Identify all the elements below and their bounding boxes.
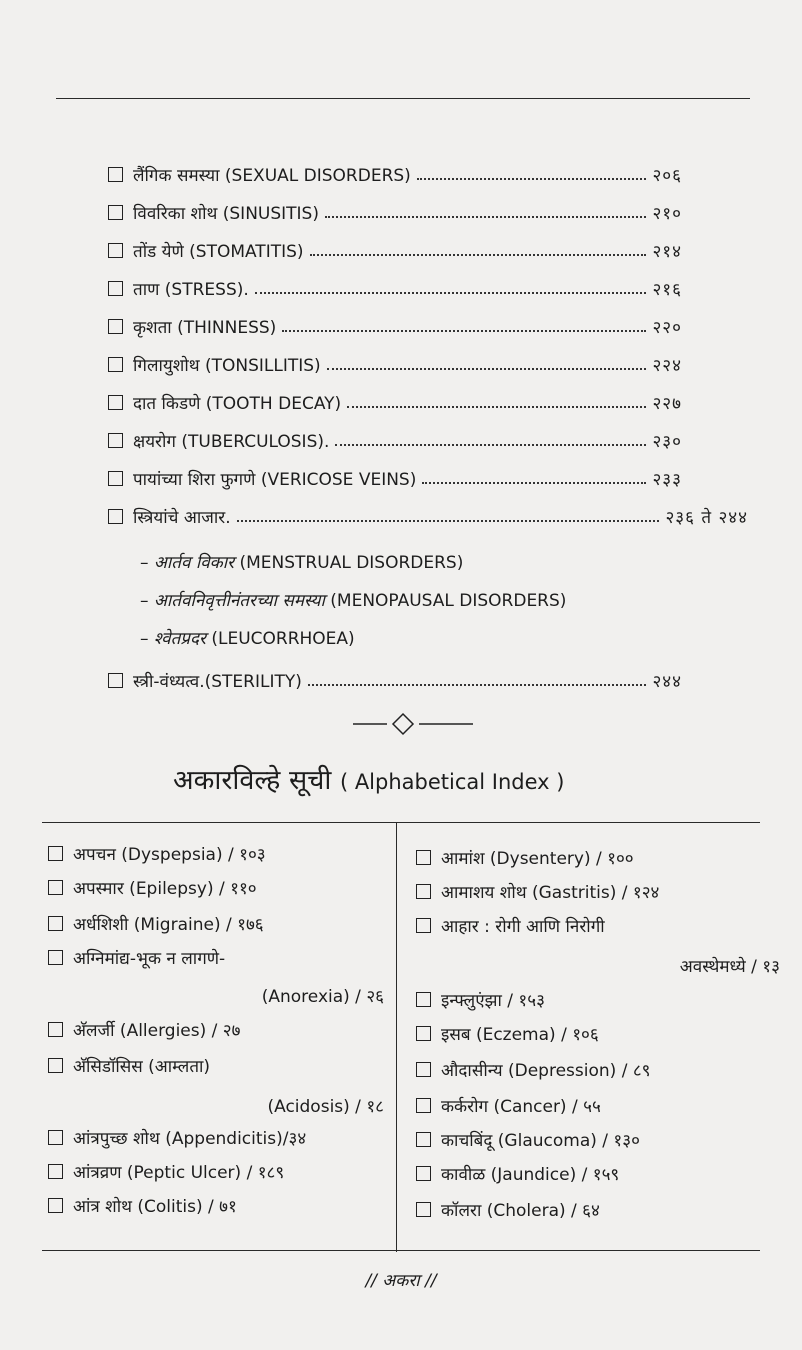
toc-row[interactable] [108, 266, 682, 300]
index-entry[interactable] [416, 1058, 651, 1081]
index-entry[interactable] [48, 912, 264, 935]
dot-leader [417, 178, 647, 180]
toc-row[interactable] [108, 494, 748, 528]
toc-page: २२० [652, 318, 682, 338]
checkbox-icon [108, 433, 123, 448]
index-entry[interactable] [416, 1162, 619, 1185]
index-entry[interactable] [48, 1126, 306, 1149]
checkbox-icon [416, 1026, 431, 1041]
index-entry-text: अ‍ॅलर्जी (Allergies) / २७ [73, 1021, 241, 1041]
checkbox-icon [108, 205, 123, 220]
index-entry[interactable] [48, 1194, 237, 1217]
toc-row[interactable] [108, 456, 682, 490]
dot-leader [422, 482, 646, 484]
toc-row[interactable] [108, 228, 682, 262]
index-entry-text: आमांश (Dysentery) / १०० [441, 849, 634, 869]
toc-page: २१६ [652, 280, 682, 300]
toc-label: लैंगिक समस्या (SEXUAL DISORDERS) [133, 166, 411, 186]
index-entry[interactable] [48, 946, 225, 969]
toc-page: २१४ [652, 242, 682, 262]
checkbox-icon [48, 1058, 63, 1073]
checkbox-icon [416, 850, 431, 865]
index-entry-text: काचबिंदू (Glaucoma) / १३० [441, 1131, 640, 1151]
index-entry[interactable] [48, 1018, 240, 1041]
toc-row[interactable] [108, 342, 682, 376]
checkbox-icon [48, 880, 63, 895]
toc-page: २०६ [652, 166, 682, 186]
toc-subitem[interactable]: – आर्तवनिवृत्तीनंतरच्या समस्या (MENOPAUSAL DISORDERS) [140, 591, 567, 611]
checkbox-icon [48, 1164, 63, 1179]
toc-label: ताण (STRESS). [133, 280, 249, 300]
toc-label: स्त्रियांचे आजार. [133, 508, 231, 528]
dot-leader [255, 292, 647, 294]
checkbox-icon [48, 1130, 63, 1145]
checkbox-icon [416, 884, 431, 899]
checkbox-icon [108, 509, 123, 524]
toc-row[interactable] [108, 304, 682, 338]
index-entry[interactable] [48, 876, 257, 899]
toc-page: २२४ [652, 356, 682, 376]
subitem-english: (MENSTRUAL DISORDERS) [239, 553, 464, 573]
toc-row[interactable] [108, 190, 682, 224]
dot-leader [325, 216, 646, 218]
toc-label: पायांच्या शिरा फुगणे (VERICOSE VEINS) [133, 470, 417, 490]
index-entry-text: इसब (Eczema) / १०६ [441, 1025, 599, 1045]
index-entry-continuation: (Anorexia) / २६ [261, 987, 384, 1007]
index-entry-text: कर्करोग (Cancer) / ५५ [441, 1097, 601, 1117]
checkbox-icon [416, 992, 431, 1007]
checkbox-icon [48, 1198, 63, 1213]
index-entry-text: इन्फ्लुएंझा / १५३ [441, 991, 545, 1011]
index-entry[interactable] [416, 846, 634, 869]
toc-page: २४४ [652, 672, 682, 692]
toc-label: दात किडणे (TOOTH DECAY) [133, 394, 342, 414]
toc-label: विवरिका शोथ (SINUSITIS) [133, 204, 319, 224]
index-entry[interactable] [416, 1128, 640, 1151]
toc-row[interactable] [108, 418, 682, 452]
index-entry-continuation: अवस्थेमध्ये / १३ [679, 957, 780, 977]
ornament-divider [353, 712, 473, 736]
index-entry[interactable] [416, 880, 659, 903]
index-entry[interactable] [416, 1094, 601, 1117]
checkbox-icon [108, 395, 123, 410]
page-number-footer: // अकरा // [365, 1271, 437, 1291]
index-entry-text: आंत्रव्रण (Peptic Ulcer) / १८९ [73, 1163, 285, 1183]
index-entry[interactable] [416, 1022, 599, 1045]
toc-page: २३६ ते २४४ [665, 508, 748, 528]
dot-leader [347, 406, 646, 408]
toc-page: २३३ [652, 470, 682, 490]
index-heading-english: ( Alphabetical Index ) [339, 770, 565, 794]
checkbox-icon [48, 1022, 63, 1037]
toc-row[interactable] [108, 658, 682, 692]
subitem-devanagari: आर्तवनिवृत्तीनंतरच्या समस्या [153, 591, 325, 611]
index-entry[interactable] [416, 1198, 600, 1221]
checkbox-icon [108, 243, 123, 258]
dot-leader [237, 520, 660, 522]
index-entry-text: अपचन (Dyspepsia) / १०३ [73, 845, 266, 865]
toc-page: २१० [652, 204, 682, 224]
index-entry[interactable] [416, 988, 545, 1011]
index-entry-text: अग्निमांद्य-भूक न लागणे- [73, 949, 226, 969]
checkbox-icon [108, 673, 123, 688]
subitem-devanagari: श्वेतप्रदर [153, 629, 206, 649]
index-entry[interactable] [48, 1160, 284, 1183]
subitem-devanagari: आर्तव विकार [153, 553, 235, 573]
top-rule [56, 98, 750, 99]
checkbox-icon [48, 846, 63, 861]
index-entry-text: अ‍ॅसिडॉसिस (आम्लता) [73, 1057, 211, 1077]
toc-page: २३० [652, 432, 682, 452]
index-entry-text: आंत्रपुच्छ शोथ (Appendicitis)/३४ [73, 1129, 307, 1149]
toc-page: २२७ [652, 394, 682, 414]
checkbox-icon [108, 319, 123, 334]
checkbox-icon [416, 1062, 431, 1077]
checkbox-icon [108, 281, 123, 296]
index-entry[interactable] [48, 1054, 210, 1077]
toc-label: कृशता (THINNESS) [133, 318, 277, 338]
dot-leader [310, 254, 647, 256]
checkbox-icon [416, 918, 431, 933]
index-heading-devanagari: अकारविल्हे सूची [173, 765, 332, 796]
checkbox-icon [48, 916, 63, 931]
checkbox-icon [108, 357, 123, 372]
checkbox-icon [416, 1202, 431, 1217]
toc-label: क्षयरोग (TUBERCULOSIS). [133, 432, 330, 452]
dot-leader [327, 368, 647, 370]
toc-row[interactable] [108, 152, 682, 186]
toc-subitem[interactable]: – श्वेतप्रदर (LEUCORRHOEA) [140, 629, 355, 649]
index-entry-text: कॉलरा (Cholera) / ६४ [441, 1201, 600, 1221]
checkbox-icon [48, 950, 63, 965]
dot-leader [282, 330, 646, 332]
index-entry-text: औदासीन्य (Depression) / ८९ [441, 1061, 651, 1081]
index-entry-continuation: (Acidosis) / १८ [267, 1097, 384, 1117]
subitem-english: (MENOPAUSAL DISORDERS) [330, 591, 567, 611]
index-heading [173, 760, 564, 797]
index-entry-text: आमाशय शोथ (Gastritis) / १२४ [441, 883, 660, 903]
checkbox-icon [416, 1132, 431, 1147]
checkbox-icon [416, 1098, 431, 1113]
index-entry-text: आहार : रोगी आणि निरोगी [441, 917, 605, 937]
index-entry-text: आंत्र शोथ (Colitis) / ७१ [73, 1197, 237, 1217]
toc-label: तोंड येणे (STOMATITIS) [133, 242, 304, 262]
checkbox-icon [108, 167, 123, 182]
dot-leader [335, 444, 646, 446]
checkbox-icon [108, 471, 123, 486]
subitem-english: (LEUCORRHOEA) [211, 629, 355, 649]
index-entry-text: अर्धशिशी (Migraine) / १७६ [73, 915, 264, 935]
toc-subitem[interactable]: – आर्तव विकार (MENSTRUAL DISORDERS) [140, 553, 464, 573]
index-entry[interactable] [416, 914, 605, 937]
toc-label: स्त्री-वंध्यत्व.(STERILITY) [133, 672, 302, 692]
toc-row[interactable] [108, 380, 682, 414]
column-divider [396, 822, 397, 1252]
dot-leader [308, 684, 647, 686]
checkbox-icon [416, 1166, 431, 1181]
index-entry-text: अपस्मार (Epilepsy) / ११० [73, 879, 257, 899]
toc-label: गिलायुशोथ (TONSILLITIS) [133, 356, 321, 376]
bottom-rule [42, 1250, 760, 1251]
index-entry-text: कावीळ (Jaundice) / १५९ [441, 1165, 620, 1185]
index-entry[interactable] [48, 842, 266, 865]
index-top-rule [42, 822, 760, 823]
